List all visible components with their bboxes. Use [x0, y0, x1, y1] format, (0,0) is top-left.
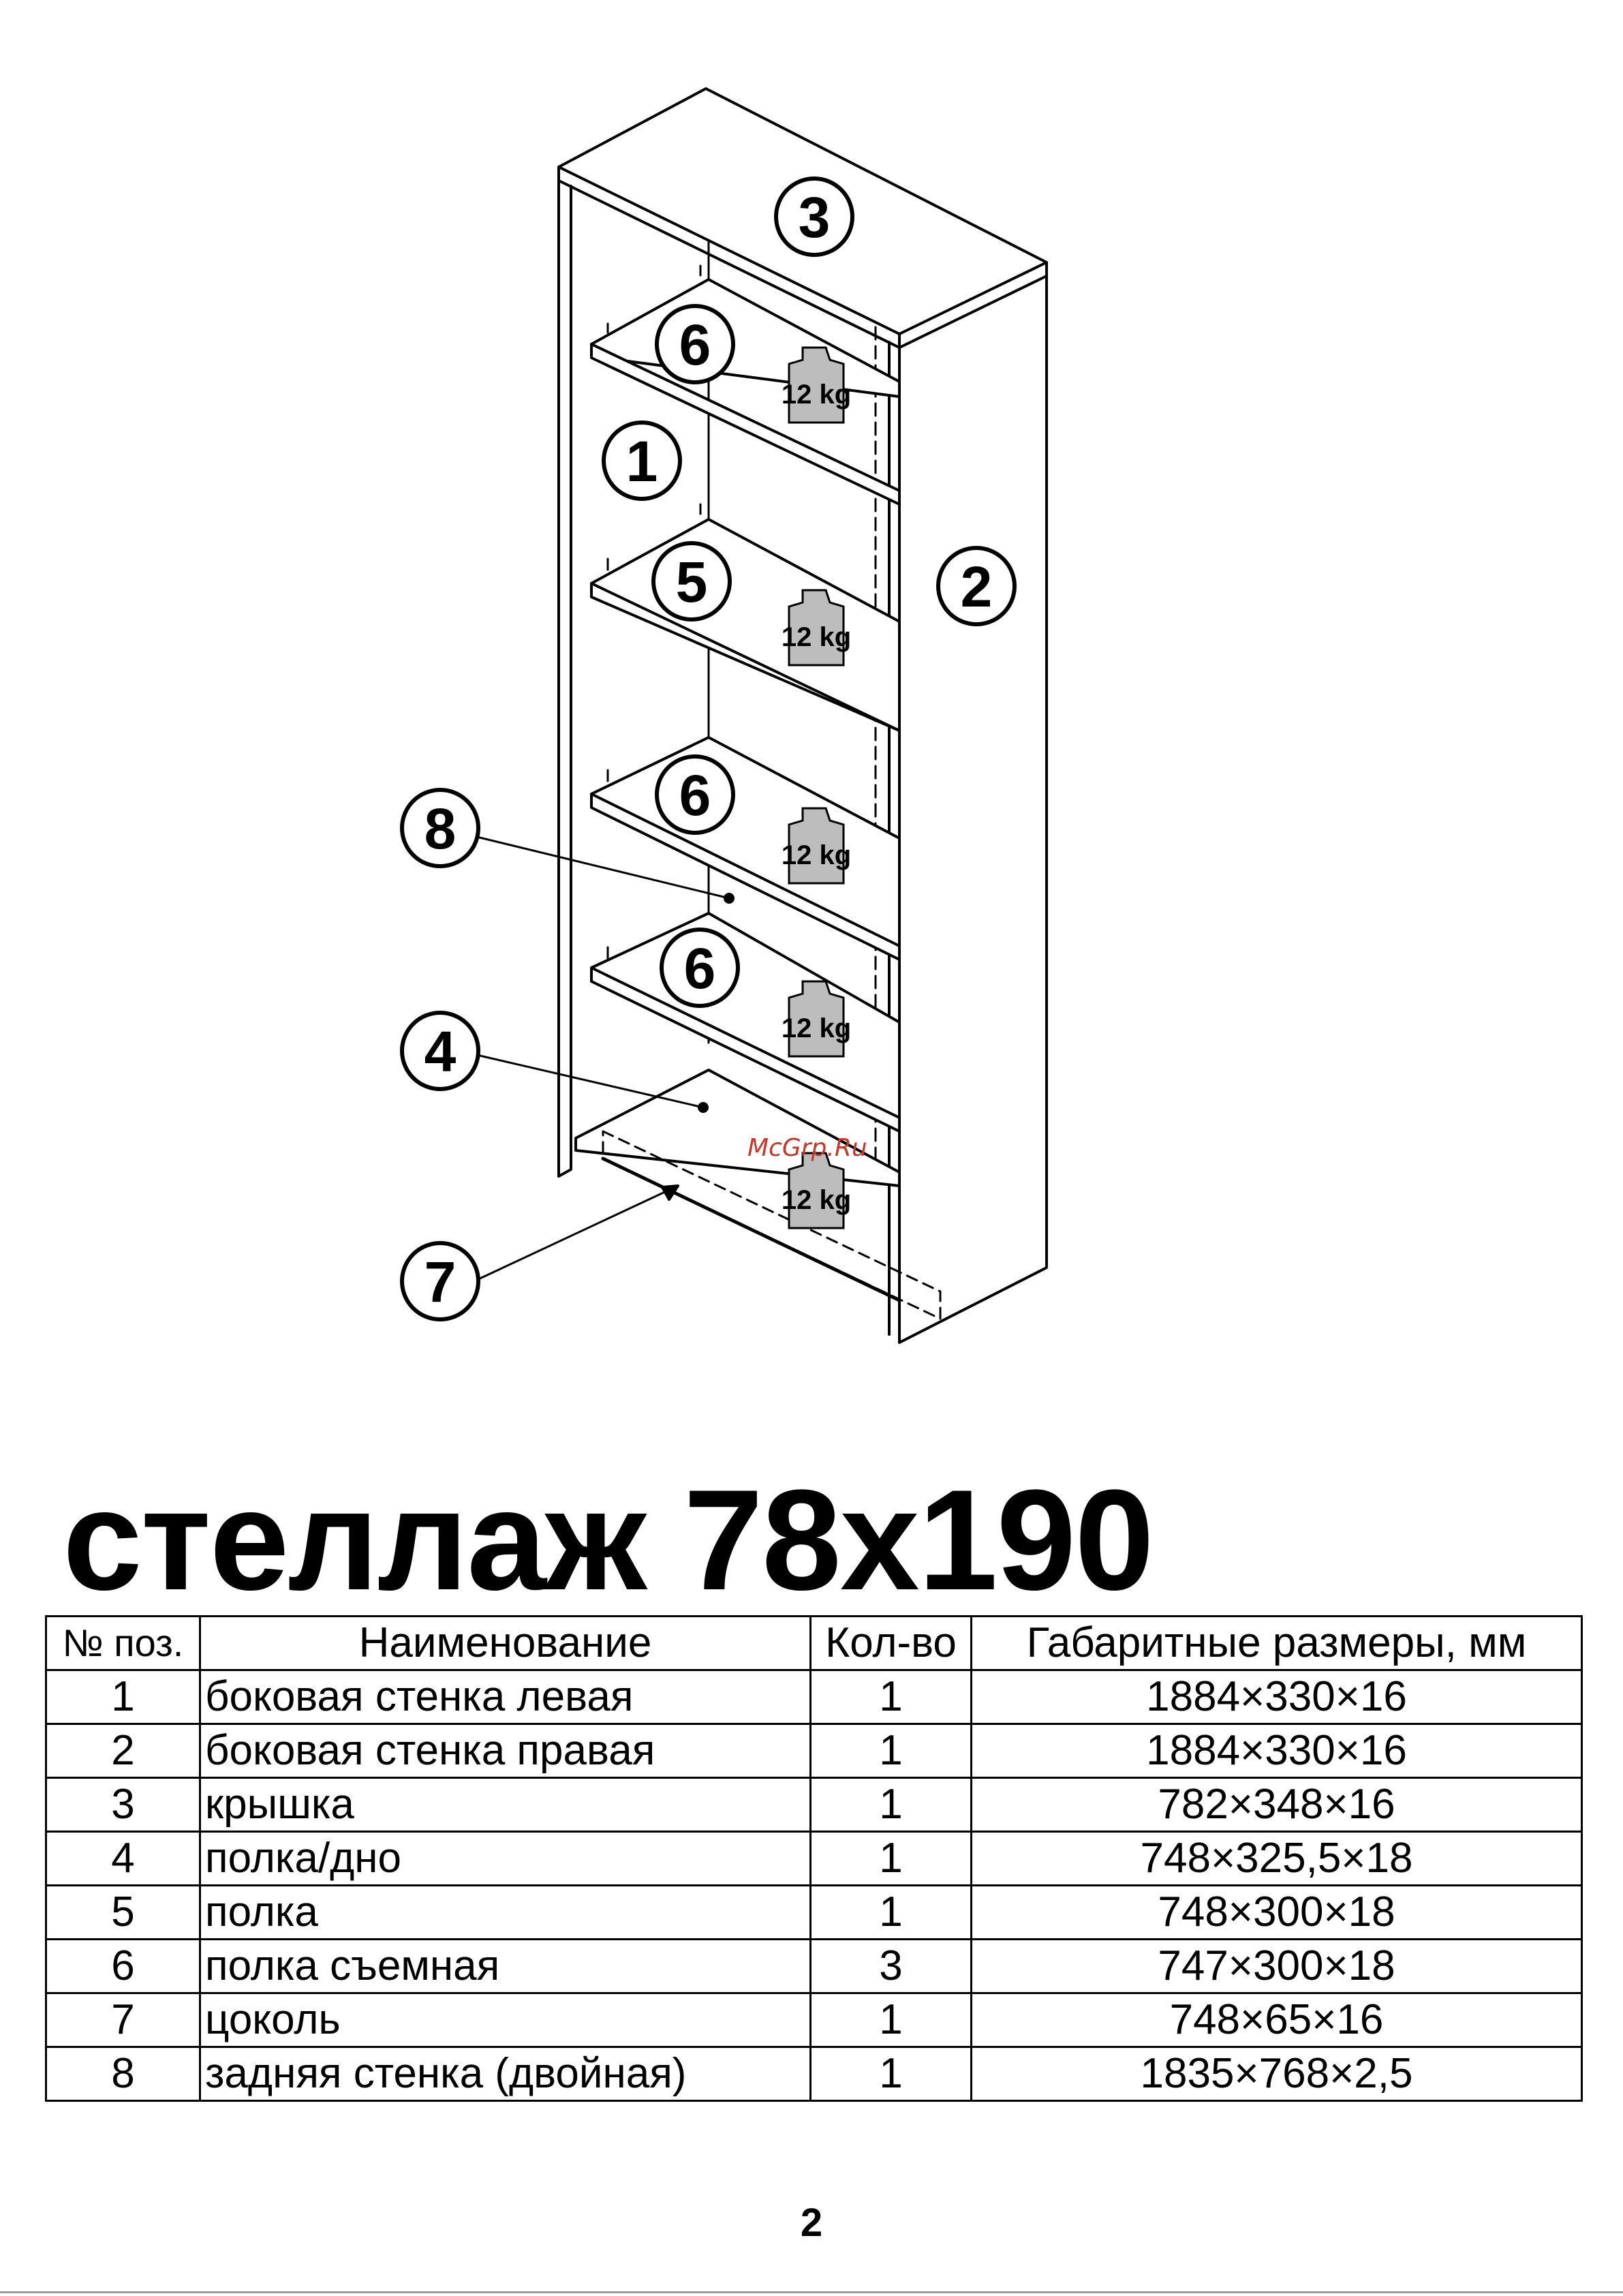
leader-4 [477, 1055, 703, 1107]
table-header-row [46, 1617, 1582, 1670]
cell-position: 3 [46, 1778, 200, 1832]
cell-dimensions: 1835×768×2,5 [972, 2047, 1582, 2101]
cell-name: задняя стенка (двойная) [200, 2047, 811, 2101]
cell-quantity: 1 [811, 1886, 972, 1940]
cell-quantity: 1 [811, 1724, 972, 1778]
svg-text:6: 6 [683, 936, 716, 1000]
table-row [46, 1940, 1582, 1993]
callout-3 [776, 179, 852, 255]
cell-dimensions: 782×348×16 [972, 1778, 1582, 1832]
bottom-divider [0, 2291, 1623, 2293]
cell-name: полка съемная [200, 1940, 811, 1993]
svg-text:2: 2 [960, 555, 993, 619]
table-row [46, 1886, 1582, 1940]
cell-name: полка [200, 1886, 811, 1940]
cell-quantity: 3 [811, 1940, 972, 1993]
cell-position: 2 [46, 1724, 200, 1778]
parts-table [45, 1615, 1583, 2102]
table-row [46, 2047, 1582, 2101]
header-quantity: Кол-во [811, 1617, 972, 1670]
cell-position: 4 [46, 1832, 200, 1886]
right-side-panel [899, 276, 1047, 1343]
callout-7 [402, 1243, 478, 1319]
svg-text:4: 4 [424, 1020, 457, 1084]
svg-text:12 kg: 12 kg [781, 622, 852, 652]
callout-5 [653, 543, 730, 619]
svg-text:7: 7 [424, 1250, 457, 1314]
callout-6-middle [657, 756, 733, 833]
cell-name: боковая стенка правая [200, 1724, 811, 1778]
cell-dimensions: 748×65×16 [972, 1993, 1582, 2047]
cell-name: цоколь [200, 1993, 811, 2047]
table-row [46, 1832, 1582, 1886]
header-name: Наименование [200, 1617, 811, 1670]
cell-dimensions: 1884×330×16 [972, 1670, 1582, 1724]
cell-quantity: 1 [811, 1993, 972, 2047]
cell-dimensions: 1884×330×16 [972, 1724, 1582, 1778]
cell-name: боковая стенка левая [200, 1670, 811, 1724]
table-row [46, 1993, 1582, 2047]
svg-text:12 kg: 12 kg [781, 1185, 852, 1215]
cell-quantity: 1 [811, 1670, 972, 1724]
left-side-panel [559, 181, 571, 1176]
callout-8 [402, 790, 478, 866]
page-title: стеллаж 78x190 [63, 1460, 1154, 1620]
cell-position: 7 [46, 1993, 200, 2047]
callout-1 [604, 423, 680, 499]
svg-text:6: 6 [679, 763, 711, 827]
cell-name: крышка [200, 1778, 811, 1832]
callout-6-top [657, 306, 733, 382]
table-row [46, 1778, 1582, 1832]
table-row [46, 1670, 1582, 1724]
leader-7 [477, 1186, 678, 1280]
header-position: № поз. [46, 1617, 200, 1670]
svg-text:12 kg: 12 kg [781, 1013, 852, 1043]
cell-dimensions: 748×325,5×18 [972, 1832, 1582, 1886]
cell-quantity: 1 [811, 2047, 972, 2101]
svg-text:1: 1 [625, 429, 658, 493]
cell-dimensions: 748×300×18 [972, 1886, 1582, 1940]
callout-6-lower [662, 930, 738, 1006]
callout-4 [402, 1013, 478, 1089]
svg-text:6: 6 [679, 313, 711, 377]
cell-quantity: 1 [811, 1832, 972, 1886]
shelf-2 [591, 519, 899, 731]
svg-text:5: 5 [675, 550, 708, 614]
page-number: 2 [800, 2201, 823, 2245]
callout-2 [938, 548, 1015, 624]
cell-position: 1 [46, 1670, 200, 1724]
header-dimensions: Габаритные размеры, мм [972, 1617, 1582, 1670]
cell-position: 6 [46, 1940, 200, 1993]
table-row [46, 1724, 1582, 1778]
cell-name: полка/дно [200, 1832, 811, 1886]
svg-text:12 kg: 12 kg [781, 380, 852, 410]
svg-text:3: 3 [798, 185, 831, 249]
cell-position: 8 [46, 2047, 200, 2101]
cell-quantity: 1 [811, 1778, 972, 1832]
svg-text:12 kg: 12 kg [781, 840, 852, 870]
cell-dimensions: 747×300×18 [972, 1940, 1582, 1993]
cell-position: 5 [46, 1886, 200, 1940]
shelf-3 [591, 737, 899, 960]
svg-text:8: 8 [424, 797, 457, 861]
watermark: McGrp.Ru [747, 1134, 867, 1162]
